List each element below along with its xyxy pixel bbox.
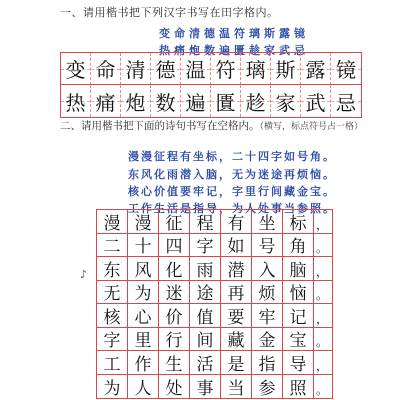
grid-char: 匱 [215, 90, 236, 115]
poem-char-cell: 心 [128, 304, 159, 328]
poem-char-cell: 坐 [252, 210, 283, 234]
poem-char-cell: 要 [221, 304, 252, 328]
poem-char-cell: 行 [159, 328, 190, 352]
grid-cell [61, 85, 91, 117]
poem-char-cell: 导 [283, 351, 314, 375]
poem-char-cell: 事 [190, 375, 221, 399]
grid-char: 镜 [336, 58, 356, 82]
poem-char-cell: 标 [283, 210, 314, 234]
poem-char-cell: 漫 [128, 210, 159, 234]
poem-char-cell: 潜 [221, 257, 252, 281]
grid-cell [331, 85, 361, 117]
poem-char-cell: 如 [221, 234, 252, 258]
grid-char: 痛 [95, 90, 116, 115]
punctuation-cell: 。 [314, 328, 332, 352]
poem-char-cell: 雨 [190, 257, 221, 281]
poem-char-cell: 迷 [159, 281, 190, 305]
poem-char-cell: 角 [283, 234, 314, 258]
poem-char-cell: 生 [159, 351, 190, 375]
poem-char-cell: 号 [252, 234, 283, 258]
poem-line-3: 核心价值要牢记，字里行间藏金宝。 [128, 185, 336, 198]
poem-char-cell: 入 [252, 257, 283, 281]
grid-cell [121, 53, 151, 85]
grid-char: 武 [305, 90, 326, 115]
poem-char-cell: 十 [128, 234, 159, 258]
poem-char-cell: 有 [221, 210, 252, 234]
poem-char-cell: 是 [221, 351, 252, 375]
poem-char-cell: 价 [159, 304, 190, 328]
poem-char-cell: 风 [128, 257, 159, 281]
grid-char: 露 [305, 58, 326, 82]
grid-cell [331, 53, 361, 85]
grid-cell [181, 53, 211, 85]
poem-char-cell: 照 [283, 375, 314, 399]
poem-char-cell: 东 [97, 257, 128, 281]
poem-char-cell: 藏 [221, 328, 252, 352]
poem-char-cell: 人 [128, 375, 159, 399]
poem-char-cell: 字 [97, 328, 128, 352]
grid-cell [241, 53, 271, 85]
grid-cell [91, 85, 121, 117]
grid-char: 遍 [185, 90, 206, 115]
writing-grid [96, 209, 333, 399]
poem-char-cell: 为 [128, 281, 159, 305]
grid-char: 命 [95, 58, 116, 82]
poem-char-cell: 当 [221, 375, 252, 399]
poem-char-cell: 指 [252, 351, 283, 375]
poem-char-cell: 处 [159, 375, 190, 399]
poem-char-cell: 为 [97, 375, 128, 399]
section2-title [60, 119, 390, 135]
poem-char-cell: 途 [190, 281, 221, 305]
punctuation-cell: ， [314, 257, 332, 281]
punctuation-cell: ， [314, 351, 332, 375]
grid-char: 斯 [275, 58, 296, 82]
grid-cell [241, 85, 271, 117]
poem-char-cell: 宝 [283, 328, 314, 352]
grid-cell [91, 53, 121, 85]
poem-char-cell: 征 [159, 210, 190, 234]
poem-char-cell: 字 [190, 234, 221, 258]
grid-char: 变 [65, 58, 86, 82]
tianzi-grid [60, 52, 362, 118]
poem-char-cell: 值 [190, 304, 221, 328]
margin-mark: ♪ [80, 268, 88, 281]
section2-note: （横写，标点符号占一格） [259, 122, 364, 132]
poem-char-cell: 参 [252, 375, 283, 399]
punctuation-cell: ， [314, 304, 332, 328]
grid-char: 温 [185, 58, 206, 82]
grid-cell [301, 53, 331, 85]
punctuation-cell: ， [314, 210, 332, 234]
grid-cell [61, 53, 91, 85]
grid-char: 清 [125, 58, 146, 82]
poem-char-cell: 作 [128, 351, 159, 375]
grid-char: 璃 [245, 58, 266, 82]
poem-char-cell: 工 [97, 351, 128, 375]
model-line-1: 变命清德温符璃斯露镜 [159, 27, 309, 40]
poem-char-cell: 间 [190, 328, 221, 352]
grid-cell [121, 85, 151, 117]
poem-char-cell: 金 [252, 328, 283, 352]
grid-cell [151, 53, 181, 85]
poem-char-cell: 程 [190, 210, 221, 234]
poem-char-cell: 化 [159, 257, 190, 281]
grid-cell [211, 53, 241, 85]
punctuation-cell: 。 [316, 383, 329, 397]
grid-char: 忌 [336, 90, 356, 115]
grid-cell [271, 53, 301, 85]
poem-char-cell: 再 [221, 281, 252, 305]
poem-char-cell: 里 [128, 328, 159, 352]
poem-char-cell: 牢 [252, 304, 283, 328]
poem-line-1: 漫漫征程有坐标，二十四字如号角。 [128, 150, 336, 163]
poem-char-cell: 四 [159, 234, 190, 258]
punctuation-cell: 。 [314, 234, 332, 258]
poem-char-cell: 恼 [283, 281, 314, 305]
poem-char-cell: 活 [190, 351, 221, 375]
grid-cell [151, 85, 181, 117]
grid-char: 德 [155, 58, 176, 82]
grid-char: 趁 [245, 90, 266, 115]
poem-char-cell: 核 [97, 304, 128, 328]
grid-char: 炮 [125, 90, 146, 115]
grid-cell [211, 85, 241, 117]
model-line-2: 热痛炮数遍匱趁家武忌 [159, 44, 309, 57]
poem-char-cell: 脑 [283, 257, 314, 281]
grid-char: 家 [275, 90, 296, 115]
grid-char: 热 [65, 90, 86, 115]
poem-char-cell: 烦 [252, 281, 283, 305]
poem-char-cell: 漫 [97, 210, 128, 234]
punctuation-cell: 。 [314, 281, 332, 305]
grid-cell [271, 85, 301, 117]
poem-char-cell: 无 [97, 281, 128, 305]
grid-char: 数 [155, 90, 176, 115]
poem-line-4: 工作生活是指导，为人处事当参照。 [128, 202, 336, 215]
poem-char-cell: 二 [97, 234, 128, 258]
grid-cell [181, 85, 211, 117]
poem-line-2: 东风化雨潜入脑，无为迷途再烦恼。 [128, 168, 336, 181]
section1-title: 一、请用楷书把下列汉字书写在田字格内。 [60, 6, 279, 19]
grid-cell [301, 85, 331, 117]
section2-title-text: 二、请用楷书把下面的诗句书写在空格内。 [60, 120, 260, 132]
poem-char-cell: 记 [283, 304, 314, 328]
grid-char: 符 [215, 58, 236, 82]
